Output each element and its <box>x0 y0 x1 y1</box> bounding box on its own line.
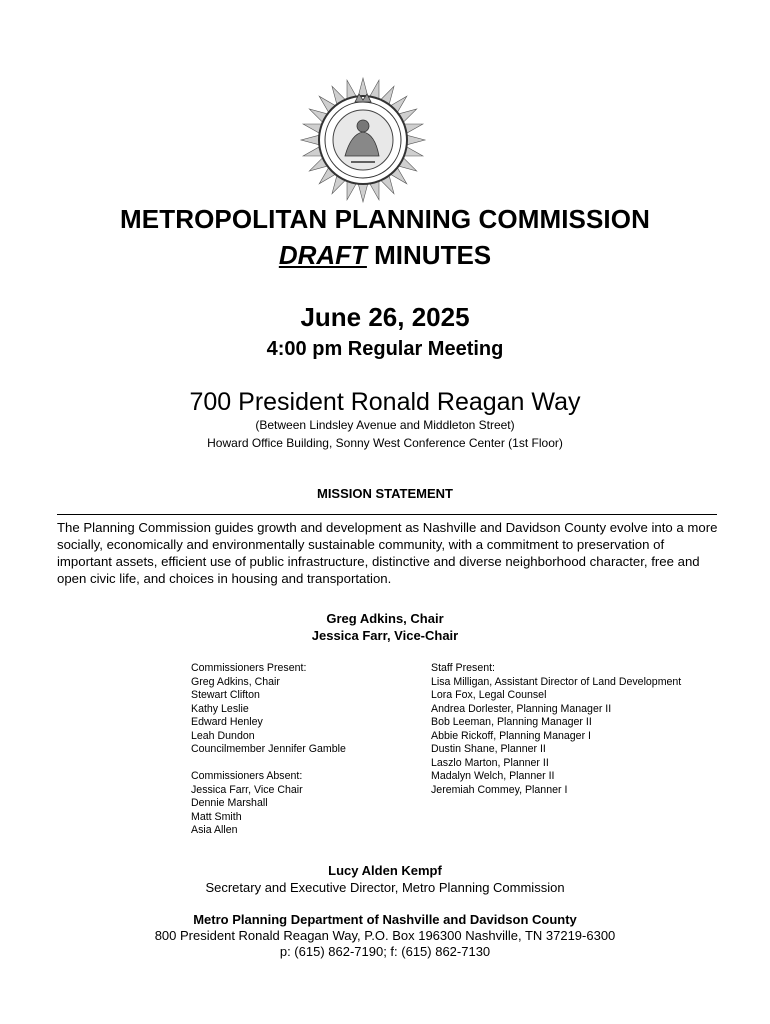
list-item: Stewart Clifton <box>191 689 260 701</box>
document-subtitle <box>0 240 770 271</box>
department-block <box>0 912 770 960</box>
meeting-type: 4:00 pm Regular Meeting <box>266 338 504 360</box>
staff-column <box>431 662 681 797</box>
secretary-title: Secretary and Executive Director, Metro Planning Commission <box>205 880 565 895</box>
cross-streets: (Between Lindsley Avenue and Middleton Street) <box>255 418 515 432</box>
seal-ray <box>407 135 425 145</box>
list-item: Edward Henley <box>191 716 263 728</box>
department-address: 800 President Ronald Reagan Way, P.O. Box 196300 Nashville, TN 37219-6300 <box>154 928 616 943</box>
list-item: Abbie Rickoff, Planning Manager I <box>431 729 591 742</box>
list-item: Matt Smith <box>191 810 242 823</box>
minutes-label: MINUTES <box>366 240 492 270</box>
staff-heading: Staff Present: <box>431 662 495 674</box>
document-title: METROPOLITAN PLANNING COMMISSION <box>120 204 650 234</box>
list-item: Dustin Shane, Planner II <box>431 743 546 755</box>
meeting-address: 700 President Ronald Reagan Way <box>189 388 581 416</box>
list-item: Laszlo Marton, Planner II <box>431 756 549 769</box>
list-item: Dennie Marshall <box>191 797 268 809</box>
list-item: Councilmember Jennifer Gamble <box>191 743 346 755</box>
mission-heading: MISSION STATEMENT <box>316 486 454 501</box>
draft-label: DRAFT <box>278 240 367 270</box>
leadership <box>0 610 770 644</box>
department-phone: p: (615) 862-7190; f: (615) 862-7130 <box>279 944 491 959</box>
list-item: Asia Allen <box>191 824 238 836</box>
divider <box>57 514 717 515</box>
list-item: Lora Fox, Legal Counsel <box>431 689 547 701</box>
seal-ray <box>301 135 319 145</box>
spacer <box>191 757 346 771</box>
present-heading: Commissioners Present: <box>191 662 307 674</box>
seal-ray <box>358 78 368 96</box>
list-item: Lisa Milligan, Assistant Director of Land Development <box>431 675 682 688</box>
list-item: Jeremiah Commey, Planner I <box>431 783 568 796</box>
list-item: Jessica Farr, Vice Chair <box>191 783 303 796</box>
list-item: Andrea Dorlester, Planning Manager II <box>431 702 612 715</box>
list-item: Kathy Leslie <box>191 702 249 715</box>
list-item: Madalyn Welch, Planner II <box>431 770 555 782</box>
department-name: Metro Planning Department of Nashville and Davidson County <box>193 912 577 927</box>
vice-chair-name: Jessica Farr, Vice-Chair <box>311 628 459 643</box>
chair-name: Greg Adkins, Chair <box>326 611 444 626</box>
nashville-seal-logo <box>299 76 427 204</box>
secretary-name: Lucy Alden Kempf <box>328 863 442 878</box>
secretary-block <box>0 862 770 896</box>
absent-heading: Commissioners Absent: <box>191 770 303 782</box>
seal-ray <box>358 184 368 202</box>
meeting-date: June 26, 2025 <box>300 302 470 332</box>
mission-statement: The Planning Commission guides growth and development as Nashville and Davidson County evolve into a more socially, economically and environmentally sustainable community, with a commitment to preservation of important assets, efficient use of public infrastructure, distinctive and diverse neighborhood character, free and open civic life, and choices in housing and transportation. <box>57 520 718 586</box>
commissioners-column <box>191 662 346 838</box>
list-item: Leah Dundon <box>191 729 255 742</box>
building-name: Howard Office Building, Sonny West Conference Center (1st Floor) <box>207 436 563 450</box>
list-item: Greg Adkins, Chair <box>191 675 280 688</box>
list-item: Bob Leeman, Planning Manager II <box>431 716 592 728</box>
